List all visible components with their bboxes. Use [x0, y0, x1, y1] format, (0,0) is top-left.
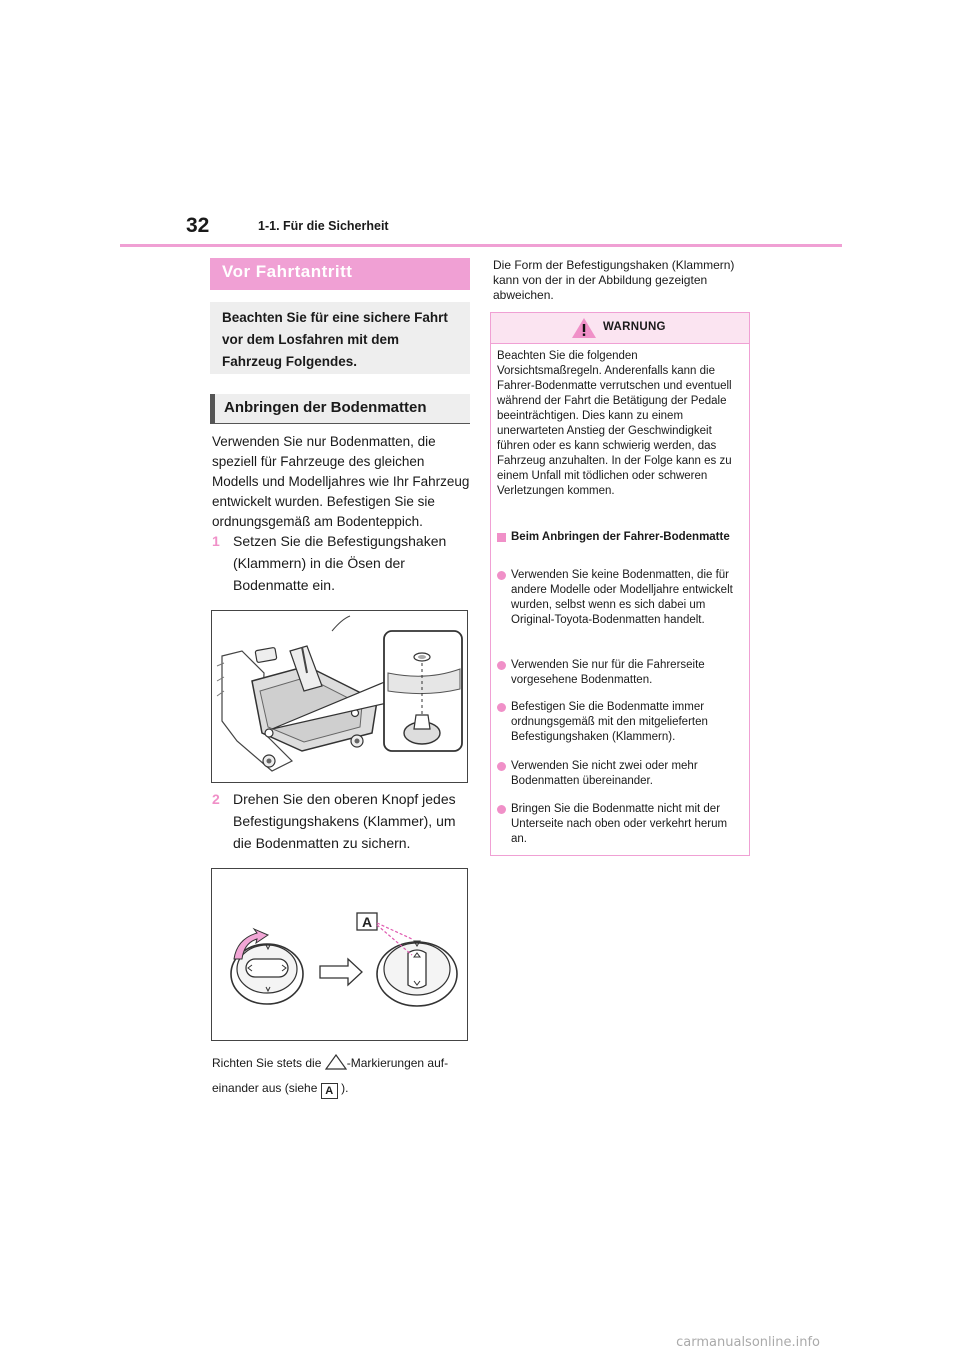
subheading-bar	[210, 394, 470, 424]
caption-line-1	[212, 1054, 448, 1071]
caption-text: ).	[341, 1081, 349, 1095]
warning-title: WARNUNG	[603, 321, 666, 333]
caption-line-2	[212, 1080, 348, 1099]
page-number: 32	[186, 214, 210, 237]
fastener-note: Die Form der Befestigungshaken (Klammern) kann von der in der Abbildung gezeigten abweichen.	[493, 258, 735, 302]
circle-bullet-icon	[497, 661, 506, 670]
step-number: 2	[212, 791, 220, 807]
warning-header	[491, 313, 749, 343]
triangle-marker-icon	[325, 1054, 347, 1070]
warning-box: WARNUNG Beachten Sie die folgenden Vorsichtsmaßregeln. Anderenfalls kann die Fahrer-Bodenmatte verrutschen und eventuell während der Fahrt die Betätigung der Pedale beeinträchtigen. Dies kann zu einem unerwarteten Anstieg der Geschwindigkeit führen oder es kann schwierig werden, das Fahrzeug anzuhalten. In der Folge kann es zu einem Unfall mit tödlichen oder schweren Verletzungen kommen. Beim Anbringen der Fahrer-Bodenmatte Verwenden Sie keine Bodenmatten, die für andere Modelle oder Modelljahre entwickelt wurden, selbst wenn es sich dabei um Original-Toyota-Bodenmatten handelt. Verwenden Sie nur für die Fahrerseite vorgesehene Bodenmatten. Befestigen Sie die Bodenmatte immer ordnungsgemäß mit den mitgelieferten Befestigungshaken (Klammern). Verwenden Sie nicht zwei oder mehr Bodenmatten übereinander. Bringen Sie die Bodenmatte nicht mit der Unterseite nach oben oder verkehrt herum an.	[490, 312, 750, 856]
warning-divider	[491, 343, 749, 344]
intro-box: Beachten Sie für eine sichere Fahrt vor dem Losfahren mit dem Fahrzeug Folgendes.	[210, 302, 470, 374]
label-a-icon: A	[321, 1083, 338, 1099]
header-rule	[120, 244, 842, 247]
caption-text: Richten Sie stets die	[212, 1056, 322, 1070]
step-2	[212, 788, 474, 854]
step-text: Setzen Sie die Befestigungshaken (Klammern) in die Ösen der Bodenmatte ein.	[233, 533, 447, 593]
figure-label-a: A	[362, 914, 373, 930]
chapter-heading-bar	[210, 258, 470, 290]
warning-triangle-icon	[571, 317, 597, 339]
intro-paragraph: Verwenden Sie nur Bodenmatten, die speziell für Fahrzeuge des gleichen Modells und Modelljahres wie Ihr Fahrzeug entwickelt wurden. Befestigen Sie sie ordnungsgemäß am Bodenteppich.	[212, 434, 470, 529]
watermark: carmanualsonline.info	[676, 1335, 820, 1350]
section-title: 1-1. Für die Sicherheit	[258, 219, 389, 233]
step-1	[212, 530, 474, 596]
circle-bullet-icon	[497, 703, 506, 712]
step-number: 1	[212, 533, 220, 549]
chapter-heading: Vor Fahrtantritt	[222, 262, 353, 281]
circle-bullet-icon	[497, 571, 506, 580]
circle-bullet-icon	[497, 805, 506, 814]
warning-text: Beachten Sie die folgenden Vorsichtsmaßregeln. Anderenfalls kann die Fahrer-Bodenmatte verrutschen und eventuell während der Fahrt die Betätigung der Pedale beeinträchtigen. Dies kann zu einem unerwarteten Anstieg der Geschwindigkeit führen oder es kann schwierig werden, das Fahrzeug anzuhalten. In der Folge kann es zu einem Unfall mit tödlichen oder schweren Verletzungen kommen.	[497, 350, 732, 497]
step-text: Drehen Sie den oberen Knopf jedes Befestigungshakens (Klammer), um die Bodenmatten zu sichern.	[233, 791, 456, 851]
square-bullet-icon	[497, 533, 506, 542]
caption-text: -Markierungen auf-	[346, 1056, 449, 1070]
subheading: Anbringen der Bodenmatten	[224, 399, 427, 416]
fastener-rotation-illustration	[211, 868, 468, 1041]
floor-mat-illustration	[211, 610, 468, 783]
subheading-marker	[210, 394, 215, 424]
caption-text: einander aus (siehe	[212, 1081, 318, 1095]
circle-bullet-icon	[497, 762, 506, 771]
